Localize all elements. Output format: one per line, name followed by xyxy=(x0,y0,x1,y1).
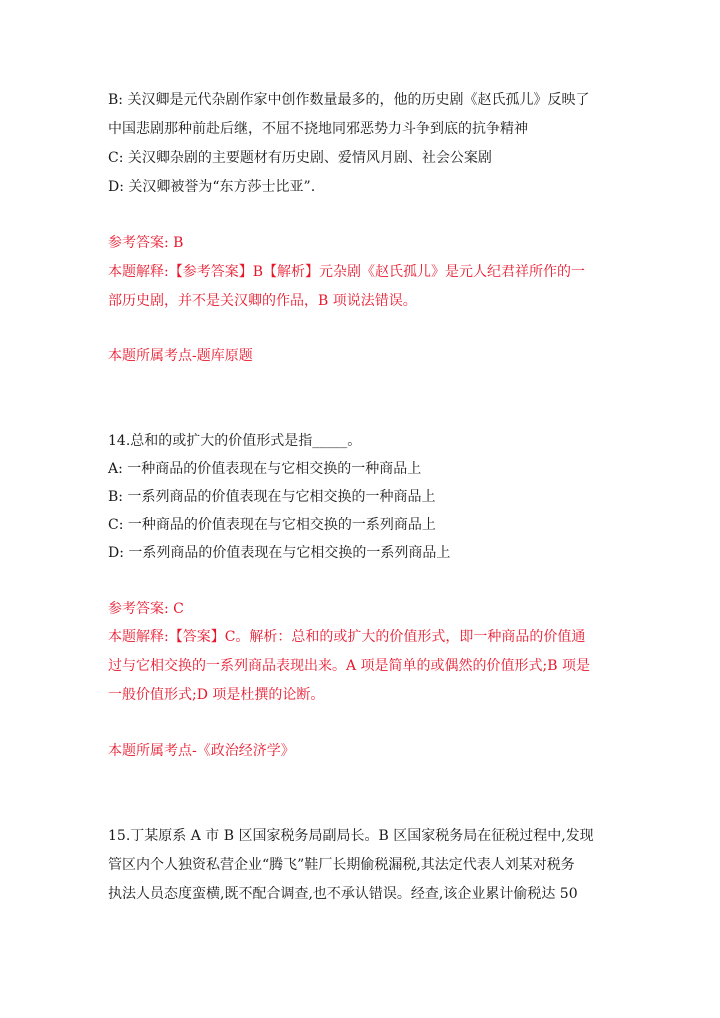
q13-option-d: D: 关汉卿被誉为“东方莎士比亚”. xyxy=(108,179,316,195)
q14-option-d: D: 一系列商品的价值表现在与它相交换的一系列商品上 xyxy=(108,545,451,561)
q15-line2: 管区内个人独资私营企业“腾飞”鞋厂长期偷税漏税,其法定代表人刘某对税务 xyxy=(108,857,575,873)
q14-option-b: B: 一系列商品的价值表现在与它相交换的一种商品上 xyxy=(108,489,436,505)
q13-explanation-line1: 本题解释:【参考答案】B【解析】元杂剧《赵氏孤儿》是元人纪君祥所作的一 xyxy=(108,264,586,280)
q14-answer: 参考答案: C xyxy=(108,601,184,617)
q13-option-b-line1: B: 关汉卿是元代杂剧作家中创作数量最多的，他的历史剧《赵氏孤儿》反映了 xyxy=(108,92,590,108)
q14-option-c: C: 一种商品的价值表现在与它相交换的一系列商品上 xyxy=(108,517,436,533)
q13-option-b-line2: 中国悲剧那种前赴后继，不屈不挠地同邪恶势力斗争到底的抗争精神 xyxy=(108,121,528,137)
q13-answer: 参考答案: B xyxy=(108,235,184,251)
q13-topic: 本题所属考点-题库原题 xyxy=(108,348,253,364)
q14-question: 14.总和的或扩大的价值形式是指_____。 xyxy=(108,433,362,449)
q15-line3: 执法人员态度蛮横,既不配合调查,也不承认错误。经查,该企业累计偷税达 50 xyxy=(108,886,578,902)
q13-explanation-line2: 部历史剧，并不是关汉卿的作品，B 项说法错误。 xyxy=(108,293,417,309)
q15-line1: 15.丁某原系 A 市 B 区国家税务局副局长。B 区国家税务局在征税过程中,发现 xyxy=(108,828,594,844)
q14-topic: 本题所属考点-《政治经济学》 xyxy=(108,743,295,759)
q14-explanation-line2: 过与它相交换的一系列商品表现出来。A 项是简单的或偶然的价值形式;B 项是 xyxy=(108,658,591,674)
q14-explanation-line3: 一般价值形式;D 项是杜撰的论断。 xyxy=(108,687,325,703)
q14-explanation-line1: 本题解释:【答案】C。解析：总和的或扩大的价值形式，即一种商品的价值通 xyxy=(108,629,586,645)
q13-option-c: C: 关汉卿杂剧的主要题材有历史剧、爱情风月剧、社会公案剧 xyxy=(108,150,492,166)
q14-option-a: A: 一种商品的价值表现在与它相交换的一种商品上 xyxy=(108,461,422,477)
